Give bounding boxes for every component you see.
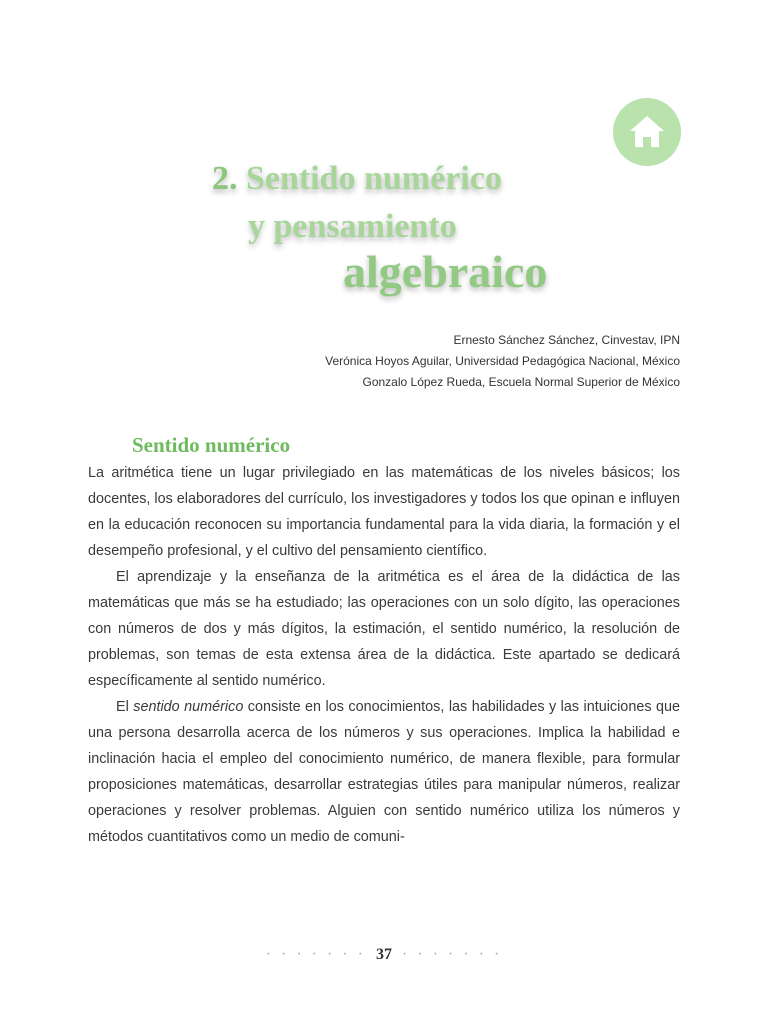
home-button[interactable] — [613, 98, 681, 166]
paragraph-3 — [88, 694, 680, 850]
footer-dots-left: · · · · · · · — [265, 946, 366, 963]
paragraph-1: La aritmética tiene un lugar privilegiado en las matemáticas de los niveles básicos; los docentes, los elaboradores del currículo, los investigadores y todos los que opinan e influyen en la educación reconocen su importancia fundamental para la vida diaria, la formación y el desempeño profesional, y el cultivo del pensamiento científico. — [88, 465, 680, 559]
body-text — [88, 460, 680, 850]
author-list — [260, 330, 680, 393]
author-line: Ernesto Sánchez Sánchez, Cinvestav, IPN — [453, 333, 680, 347]
author-line: Verónica Hoyos Aguilar, Universidad Pedagógica Nacional, México — [325, 354, 680, 368]
page-number: 37 — [376, 946, 392, 963]
page-footer — [0, 946, 768, 964]
chapter-title-line1 — [212, 160, 502, 198]
paragraph-3-rest: consiste en los conocimientos, las habilidades y las intuiciones que una persona desarrolla acerca de los números y sus operaciones. Implica la habilidad e inclinación hacia el empleo del conocimiento numérico, de manera flexible, para formular proposiciones matemáticas, desarrollar estrategias útiles para manipular números, realizar operaciones y resolver problemas. Alguien con sentido numérico utiliza los números y métodos cuantitativos como un medio de comuni- — [88, 699, 680, 845]
emphasis-term: sentido numérico — [133, 699, 244, 715]
author-line: Gonzalo López Rueda, Escuela Normal Superior de México — [362, 375, 680, 389]
paragraph-3-start: El — [116, 699, 134, 715]
chapter-title-text1: Sentido numérico — [246, 160, 502, 197]
chapter-number: 2. — [212, 160, 238, 197]
footer-dots-right: · · · · · · · — [402, 946, 503, 963]
home-icon — [627, 113, 667, 151]
section-heading: Sentido numérico — [132, 433, 291, 457]
chapter-title-line3: algebraico — [343, 246, 548, 297]
paragraph-2: El aprendizaje y la enseñanza de la aritmética es el área de la didáctica de las matemáticas que más se ha estudiado; las operaciones con un solo dígito, las operaciones con números de dos y más dígitos, la estimación, el sentido numérico, la resolución de problemas, son temas de esta extensa área de la didáctica. Este apartado se dedicará específicamente al sentido numérico. — [88, 569, 680, 689]
chapter-title-line2: y pensamiento — [248, 208, 457, 245]
